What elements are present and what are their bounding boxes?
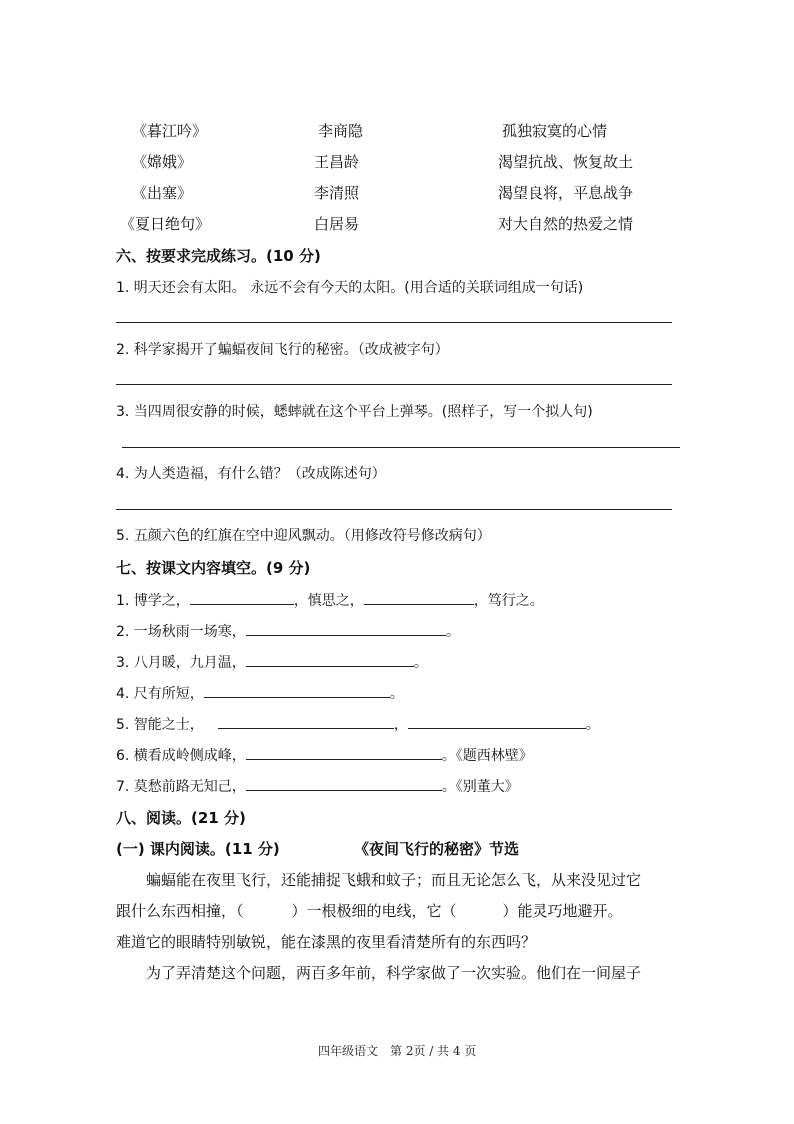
passage-title: 《夜间飞行的秘密》节选 <box>354 840 520 858</box>
fill-text: 。 <box>585 717 600 733</box>
poem-theme: 渴望抗战、恢复故土 <box>498 153 634 171</box>
fill-7-3 <box>116 652 428 672</box>
blank[interactable] <box>246 652 414 667</box>
poem-theme: 对大自然的热爱之情 <box>498 215 634 233</box>
section-7-title: 七、按课文内容填空。(9 分) <box>116 559 311 577</box>
fill-text: 1. 博学之， <box>116 593 190 609</box>
exercise-6-3: 3. 当四周很安静的时候，蟋蟀就在这个平台上弹琴。(照样子，写一个拟人句) <box>116 404 593 420</box>
poet-name: 王昌龄 <box>314 153 360 171</box>
passage-line: 为了弄清楚这个问题，两百多年前，科学家做了一次实验。他们在一间屋子 <box>146 964 642 982</box>
poem-theme: 孤独寂寞的心情 <box>502 122 608 140</box>
answer-line-6-3[interactable] <box>122 447 680 448</box>
fill-7-1 <box>116 590 544 610</box>
poem-theme: 渴望良将，平息战争 <box>498 184 634 202</box>
poem-title: 《嫦娥》 <box>132 153 193 171</box>
fill-7-2 <box>116 621 460 641</box>
answer-line-6-4[interactable] <box>116 509 672 510</box>
section-8-title: 八、阅读。(21 分) <box>116 809 246 827</box>
blank[interactable] <box>246 745 442 760</box>
exercise-6-1: 1. 明天还会有太阳。 永远不会有今天的太阳。(用合适的关联词组成一句话) <box>116 280 584 296</box>
poem-title: 《出塞》 <box>132 184 193 202</box>
fill-7-5 <box>116 714 600 734</box>
poet-name: 李清照 <box>314 184 360 202</box>
fill-text: ，笃行之。 <box>473 593 544 609</box>
exercise-6-2: 2. 科学家揭开了蝙蝠夜间飞行的秘密。（改成被字句） <box>116 342 449 358</box>
passage-line <box>116 900 623 921</box>
passage-line: 蝙蝠能在夜里飞行，还能捕捉飞蛾和蚊子；而且无论怎么飞，从来没见过它 <box>146 871 642 889</box>
fill-text: 3. 八月暖，九月温， <box>116 655 246 671</box>
fill-text: 6. 横看成岭侧成峰， <box>116 748 246 764</box>
blank[interactable] <box>246 621 446 636</box>
poem-title: 《夏日绝句》 <box>120 215 211 233</box>
passage-text: ）能灵巧地避开。 <box>502 902 623 920</box>
fill-7-7 <box>116 776 519 796</box>
answer-line-6-2[interactable] <box>116 384 672 385</box>
blank[interactable] <box>190 590 294 605</box>
poet-name: 李商隐 <box>318 122 364 140</box>
fill-text: 。 <box>389 686 404 702</box>
poet-name: 白居易 <box>314 215 360 233</box>
exercise-6-4: 4. 为人类造福，有什么错？（改成陈述句） <box>116 466 386 482</box>
poem-title: 《暮江吟》 <box>132 122 208 140</box>
fill-7-6 <box>116 745 533 765</box>
fill-text: 5. 智能之士， <box>116 717 204 733</box>
fill-7-4 <box>116 683 404 703</box>
page-footer: 四年级语文 第 2页 / 共 4 页 <box>318 1044 477 1058</box>
section-6-title: 六、按要求完成练习。(10 分) <box>116 247 321 265</box>
answer-line-6-1[interactable] <box>116 322 672 323</box>
exercise-6-5: 5. 五颜六色的红旗在空中迎风飘动。（用修改符号修改病句） <box>116 528 491 544</box>
fill-text: 。《别董大》 <box>441 779 519 795</box>
fill-text: 。《题西林壁》 <box>441 748 533 764</box>
fill-text: 4. 尺有所短， <box>116 686 204 702</box>
fill-text: ，慎思之， <box>293 593 364 609</box>
reading-subtitle: (一) 课内阅读。(11 分) <box>116 840 280 858</box>
fill-text: ， <box>393 717 408 733</box>
passage-text: 跟什么东西相撞，（ <box>116 902 244 920</box>
blank[interactable] <box>218 714 394 729</box>
blank[interactable] <box>246 776 442 791</box>
fill-text: 7. 莫愁前路无知己， <box>116 779 246 795</box>
blank[interactable] <box>364 590 474 605</box>
fill-text: 。 <box>445 624 460 640</box>
passage-line: 难道它的眼睛特别敏锐，能在漆黑的夜里看清楚所有的东西吗？ <box>116 933 537 951</box>
fill-text: 。 <box>413 655 428 671</box>
blank[interactable] <box>408 714 586 729</box>
fill-text: 2. 一场秋雨一场寒， <box>116 624 246 640</box>
blank[interactable] <box>204 683 390 698</box>
passage-text: ）一根极细的电线，它（ <box>291 902 457 920</box>
